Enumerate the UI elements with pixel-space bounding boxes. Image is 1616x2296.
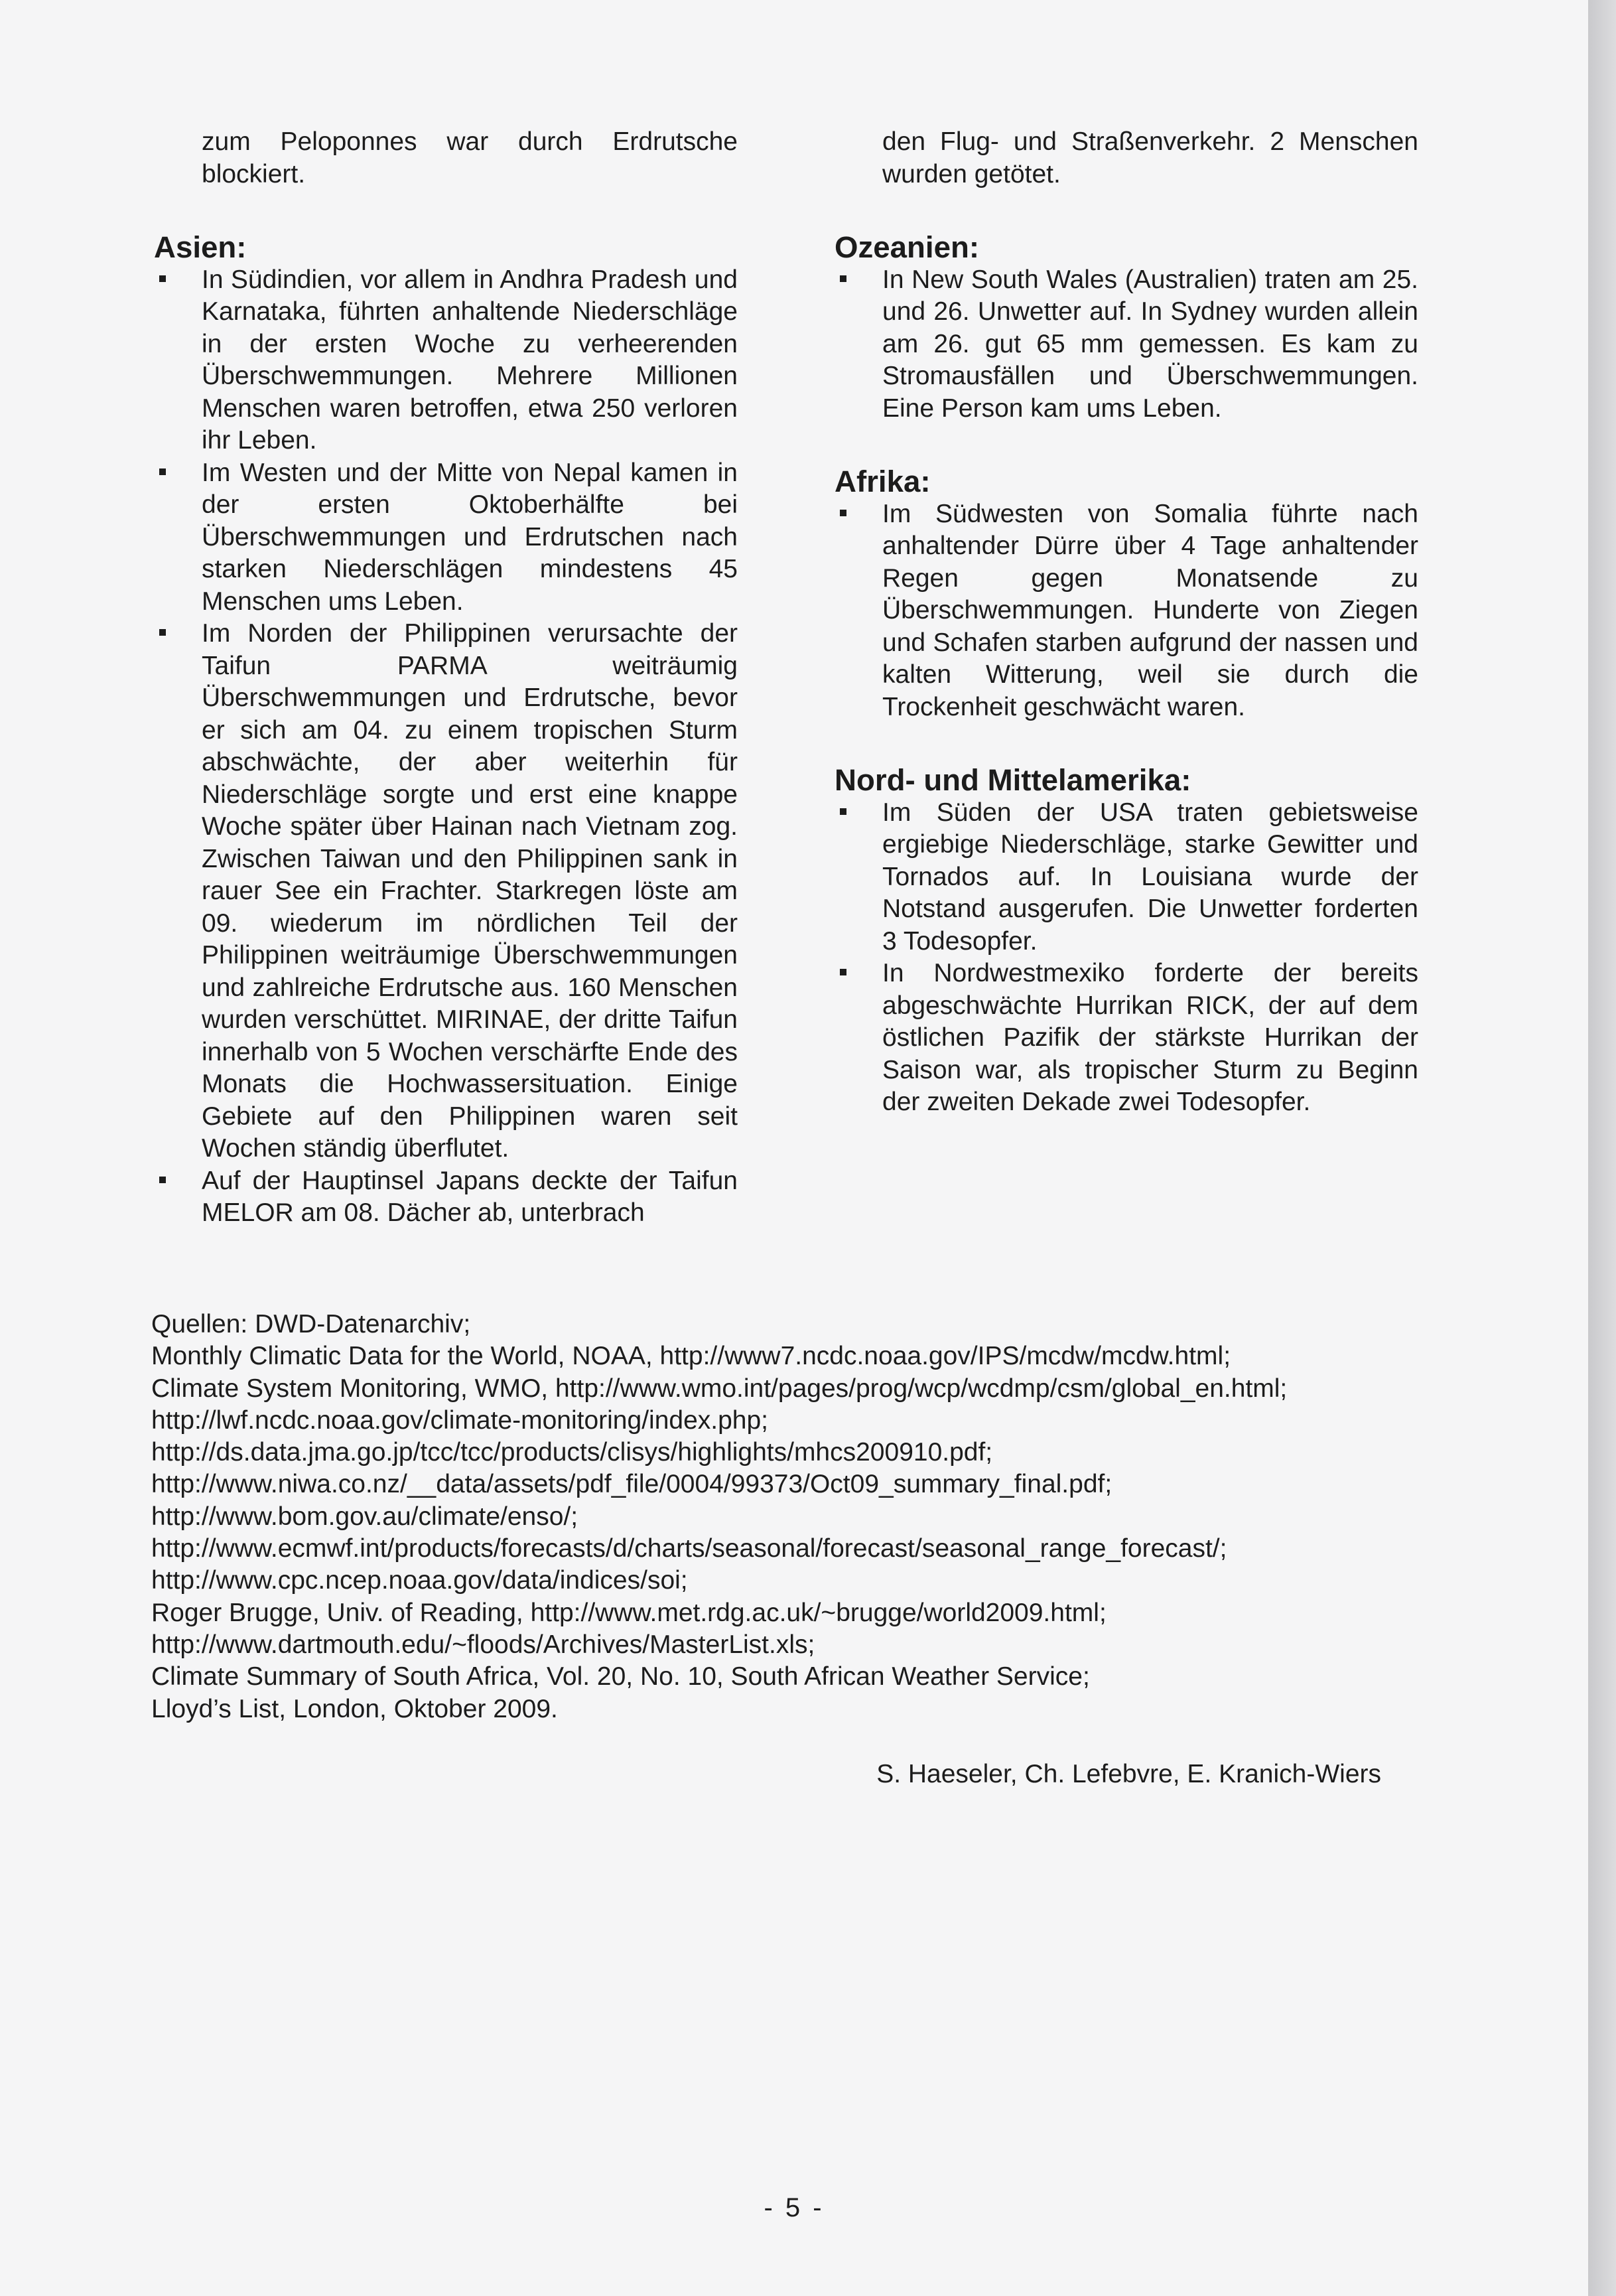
source-line: Roger Brugge, Univ. of Reading, http://www.met.rdg.ac.uk/~brugge/world2009.html; <box>151 1598 1107 1627</box>
bullet-icon <box>159 629 166 636</box>
list-item <box>835 264 1418 425</box>
list-item-text: Im Norden der Philippinen verursachte der Taifun PARMA weiträumig Überschwemmungen und Erdrutsche, bevor er sich am 04. zu einem tropischen Sturm abschwächte, der aber weiterhin für Niederschläge sorgte und erst eine knappe Woche später über Hainan nach Vietnam zog. Zwischen Taiwan und den Philippinen sank in rauer See ein Frachter. Starkregen löste am 09. wiederum im nördlichen Teil der Philippinen weiträumige Überschwemmungen und zahlreiche Erdrutsche aus. 160 Menschen wurden verschüttet. MIRINAE, der dritte Taifun innerhalb von 5 Wochen verschärfte Ende des Monats die Hochwassersituation. Einige Gebiete auf den Philippinen waren seit Wochen ständig überflutet. <box>202 619 738 1163</box>
bullet-icon <box>840 275 846 282</box>
sources-list <box>151 1309 1412 1725</box>
source-line: Monthly Climatic Data for the World, NOAA, http://www7.ncdc.noaa.gov/IPS/mcdw/mcdw.html; <box>151 1342 1231 1371</box>
oceania-list <box>835 264 1418 425</box>
source-line: Climate Summary of South Africa, Vol. 20, No. 10, South African Weather Service; <box>151 1662 1090 1691</box>
list-item-text: In Nordwestmexiko forderte der bereits abgeschwächte Hurrikan RICK, der auf dem östlichen Pazifik der stärkste Hurrikan der Saison war, als tropischer Sturm zu Beginn der zweiten Dekade zwei Todesopfer. <box>882 959 1418 1116</box>
heading-north-central-america: Nord- und Mittelamerika: <box>835 763 1191 797</box>
source-line: http://ds.data.jma.go.jp/tcc/tcc/products/clisys/highlights/mhcs200910.pdf; <box>151 1438 993 1467</box>
source-line: http://www.niwa.co.nz/__data/assets/pdf_file/0004/99373/Oct09_summary_final.pdf; <box>151 1470 1112 1499</box>
source-line: http://www.bom.gov.au/climate/enso/; <box>151 1502 578 1531</box>
list-item-text: In New South Wales (Australien) traten am 25. und 26. Unwetter auf. In Sydney wurden allein am 26. gut 65 mm gemessen. Es kam zu Stromausfällen und Überschwemmungen. Eine Person kam ums Leben. <box>882 265 1418 423</box>
list-item <box>154 1165 738 1230</box>
authors-line: S. Haeseler, Ch. Lefebvre, E. Kranich-Wiers <box>876 1760 1381 1788</box>
bullet-icon <box>840 808 846 815</box>
source-line: http://www.cpc.ncep.noaa.gov/data/indices/soi; <box>151 1566 688 1595</box>
america-list <box>835 797 1418 1119</box>
heading-oceania: Ozeanien: <box>835 230 980 264</box>
bullet-icon <box>159 1177 166 1183</box>
source-line: http://lwf.ncdc.noaa.gov/climate-monitoring/index.php; <box>151 1405 769 1435</box>
list-item-text: Im Süden der USA traten gebietsweise ergiebige Niederschläge, starke Gewitter und Tornados auf. In Louisiana wurde der Notstand ausgerufen. Die Unwetter forderten 3 Todesopfer. <box>882 798 1418 956</box>
source-line: Quellen: DWD-Datenarchiv; <box>151 1310 471 1338</box>
list-item-text: Im Südwesten von Somalia führte nach anhaltender Dürre über 4 Tage anhaltender Regen gegen Monatsende zu Überschwemmungen. Hunderte von Ziegen und Schafen starben aufgrund der nassen und kalten Witterung, weil sie durch die Trockenheit geschwächt waren. <box>882 499 1418 721</box>
list-item-text: In Südindien, vor allem in Andhra Pradesh und Karnataka, führten anhaltende Niederschläge in der ersten Woche zu verheerenden Überschwemmungen. Mehrere Millionen Menschen waren betroffen, etwa 250 verloren ihr Leben. <box>202 265 738 455</box>
asia-list <box>154 264 738 1230</box>
list-item <box>154 457 738 618</box>
source-line: Climate System Monitoring, WMO, http://www.wmo.int/pages/prog/wcp/wcdmp/csm/global_en.html; <box>151 1374 1288 1403</box>
source-line: http://www.ecmwf.int/products/forecasts/d/charts/seasonal/forecast/seasonal_range_forecast/; <box>151 1534 1227 1563</box>
heading-africa: Afrika: <box>835 465 931 498</box>
list-item <box>835 797 1418 958</box>
list-item <box>154 264 738 457</box>
list-item <box>154 618 738 1165</box>
list-item-text: Im Westen und der Mitte von Nepal kamen in der ersten Oktoberhälfte bei Überschwemmungen und Erdrutschen nach starken Niederschlägen mindestens 45 Menschen ums Leben. <box>202 458 738 616</box>
page-number: - 5 - <box>764 2193 825 2222</box>
heading-asia: Asien: <box>154 230 247 264</box>
africa-list <box>835 498 1418 724</box>
continuation-text-left: zum Peloponnes war durch Erdrutsche blockiert. <box>202 127 738 188</box>
left-column <box>154 126 738 1230</box>
bullet-icon <box>159 275 166 282</box>
bullet-icon <box>159 468 166 475</box>
bullet-icon <box>840 969 846 975</box>
scanner-background-edge <box>1588 0 1616 2296</box>
list-item <box>835 498 1418 724</box>
source-line: Lloyd’s List, London, Oktober 2009. <box>151 1694 558 1723</box>
source-line: http://www.dartmouth.edu/~floods/Archives/MasterList.xls; <box>151 1630 815 1659</box>
bullet-icon <box>840 510 846 516</box>
list-item <box>835 958 1418 1119</box>
list-item-text: Auf der Hauptinsel Japans deckte der Taifun MELOR am 08. Dächer ab, unterbrach <box>202 1166 738 1227</box>
continuation-text-right: den Flug- und Straßenverkehr. 2 Menschen wurden getötet. <box>882 127 1418 188</box>
right-column <box>835 126 1418 1119</box>
